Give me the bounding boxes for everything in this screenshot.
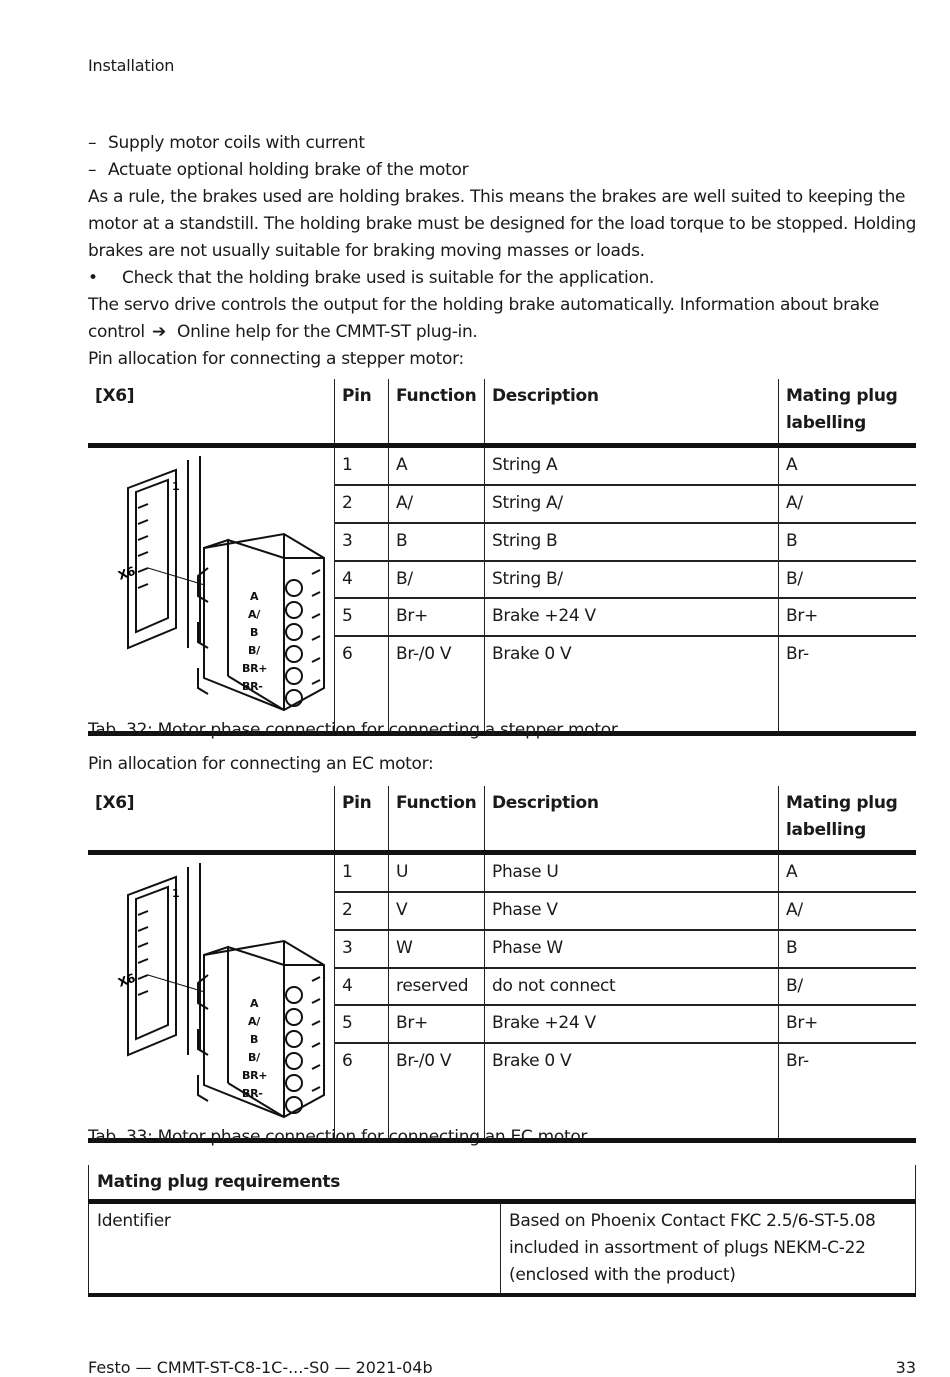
cell-description: Phase U (485, 853, 779, 892)
table-row (88, 853, 916, 892)
identifier-line: included in assortment of plugs NEKM-C-22 (509, 1237, 866, 1258)
connector-pin-label: B (250, 1033, 259, 1046)
connector-pin-label: BR- (242, 680, 263, 693)
cell-function: B (389, 523, 485, 561)
column-header-x6: [X6] (88, 786, 335, 853)
column-header-function: Function (389, 379, 485, 446)
cell-description: String B (485, 523, 779, 561)
connector-pin-label: A (250, 590, 259, 603)
cell-description: do not connect (485, 968, 779, 1006)
cell-pin: 6 (335, 1043, 389, 1140)
ec-pin-table (88, 786, 916, 1143)
page-footer (88, 1358, 916, 1377)
cell-pin: 2 (335, 485, 389, 523)
cell-function: Br-/0 V (389, 636, 485, 733)
cell-description: Brake 0 V (485, 1043, 779, 1140)
connector-pin-label: A/ (248, 1015, 260, 1028)
cell-pin: 1 (335, 446, 389, 485)
paragraph-ec-intro: Pin allocation for connecting an EC motor: (88, 754, 434, 774)
list-item (88, 157, 918, 184)
arrow-right-icon: ➔ (151, 322, 166, 342)
cell-pin: 4 (335, 968, 389, 1006)
paragraph-holding-brakes: As a rule, the brakes used are holding brakes. This means the brakes are well suited to keeping the motor at a standstill. The holding brake must be designed for the load torque to be stopped. Holding brakes are not usually suitable for braking moving masses or loads. (88, 187, 917, 261)
cell-mating-plug: Br- (779, 636, 917, 733)
cell-pin: 3 (335, 523, 389, 561)
connector-pin-label: BR- (242, 1087, 263, 1100)
cell-pin: 5 (335, 598, 389, 636)
paragraph-brake-control-text: The servo drive controls the output for the holding brake automatically. Information about brake control (88, 295, 879, 342)
connector-pin-number: 1 (172, 480, 180, 493)
connector-pin-label: BR+ (242, 1069, 268, 1082)
cell-function: reserved (389, 968, 485, 1006)
mating-plug-requirements-table (88, 1165, 916, 1297)
connector-socket-label: X6 (116, 563, 138, 583)
bullet-text: Check that the holding brake used is suitable for the application. (122, 268, 655, 288)
list-item-text: Actuate optional holding brake of the motor (108, 160, 469, 180)
cell-pin: 2 (335, 892, 389, 930)
cell-identifier-label: Identifier (89, 1201, 501, 1295)
stepper-pin-table (88, 379, 916, 736)
ec-table-caption: Tab. 33: Motor phase connection for connecting an EC motor (88, 1127, 588, 1147)
connector-pin-number: 1 (172, 887, 180, 900)
cell-mating-plug: B (779, 523, 917, 561)
cell-pin: 1 (335, 853, 389, 892)
cell-mating-plug: A (779, 446, 917, 485)
cell-mating-plug: B (779, 930, 917, 968)
online-help-reference[interactable]: Online help for the CMMT-ST plug-in. (177, 322, 478, 342)
cell-description: Phase W (485, 930, 779, 968)
connector-pin-label: A (250, 997, 259, 1010)
cell-description: Brake +24 V (485, 598, 779, 636)
column-header-description: Description (485, 379, 779, 446)
cell-identifier-value (501, 1201, 916, 1295)
intro-text (88, 130, 918, 373)
list-item (88, 130, 918, 157)
connector-socket-label: X6 (116, 970, 138, 990)
column-header-mating-plug: Mating plug labelling (779, 786, 917, 853)
dash-mark: – (88, 160, 97, 180)
cell-function: W (389, 930, 485, 968)
footer-document-id: Festo — CMMT-ST-C8-1C-...-S0 — 2021-04b (88, 1358, 433, 1377)
cell-mating-plug: B/ (779, 561, 917, 599)
connector-illustration-cell (88, 853, 335, 1141)
cell-description: Brake +24 V (485, 1005, 779, 1043)
column-header-pin: Pin (335, 786, 389, 853)
column-header-x6: [X6] (88, 379, 335, 446)
cell-description: Brake 0 V (485, 636, 779, 733)
cell-function: Br+ (389, 1005, 485, 1043)
cell-function: U (389, 853, 485, 892)
footer-page-number: 33 (895, 1358, 916, 1377)
cell-function: A (389, 446, 485, 485)
cell-mating-plug: A/ (779, 892, 917, 930)
column-header-pin: Pin (335, 379, 389, 446)
table-row (89, 1201, 916, 1295)
cell-function: Br-/0 V (389, 1043, 485, 1140)
requirements-title: Mating plug requirements (89, 1165, 916, 1201)
cell-mating-plug: B/ (779, 968, 917, 1006)
column-header-description: Description (485, 786, 779, 853)
identifier-line: (enclosed with the product) (509, 1264, 736, 1285)
identifier-line: Based on Phoenix Contact FKC 2.5/6-ST-5.08 (509, 1210, 876, 1231)
bullet-mark: • (88, 268, 98, 288)
paragraph-brake-control (88, 292, 918, 346)
column-header-mating-plug: Mating plug labelling (779, 379, 917, 446)
cell-mating-plug: A (779, 853, 917, 892)
connector-pin-label: B/ (248, 1051, 260, 1064)
dash-mark: – (88, 133, 97, 153)
table-row (88, 446, 916, 485)
cell-description: Phase V (485, 892, 779, 930)
cell-function: Br+ (389, 598, 485, 636)
cell-mating-plug: Br+ (779, 1005, 917, 1043)
stepper-table-caption: Tab. 32: Motor phase connection for connecting a stepper motor (88, 720, 618, 740)
connector-pin-label: A/ (248, 608, 260, 621)
cell-mating-plug: Br+ (779, 598, 917, 636)
paragraph-stepper-intro: Pin allocation for connecting a stepper motor: (88, 349, 464, 369)
cell-description: String A (485, 446, 779, 485)
cell-description: String A/ (485, 485, 779, 523)
list-item-text: Supply motor coils with current (108, 133, 365, 153)
cell-pin: 3 (335, 930, 389, 968)
cell-description: String B/ (485, 561, 779, 599)
cell-mating-plug: A/ (779, 485, 917, 523)
connector-pin-label: B/ (248, 644, 260, 657)
cell-function: A/ (389, 485, 485, 523)
cell-function: B/ (389, 561, 485, 599)
connector-pin-label: BR+ (242, 662, 268, 675)
cell-pin: 4 (335, 561, 389, 599)
bullet-item (88, 265, 918, 292)
page-header-section: Installation (88, 56, 175, 75)
cell-pin: 5 (335, 1005, 389, 1043)
column-header-function: Function (389, 786, 485, 853)
connector-plug-illustration (88, 855, 334, 1125)
connector-illustration-cell (88, 446, 335, 734)
connector-pin-label: B (250, 626, 259, 639)
cell-mating-plug: Br- (779, 1043, 917, 1140)
cell-function: V (389, 892, 485, 930)
connector-plug-illustration (88, 448, 334, 718)
cell-pin: 6 (335, 636, 389, 733)
